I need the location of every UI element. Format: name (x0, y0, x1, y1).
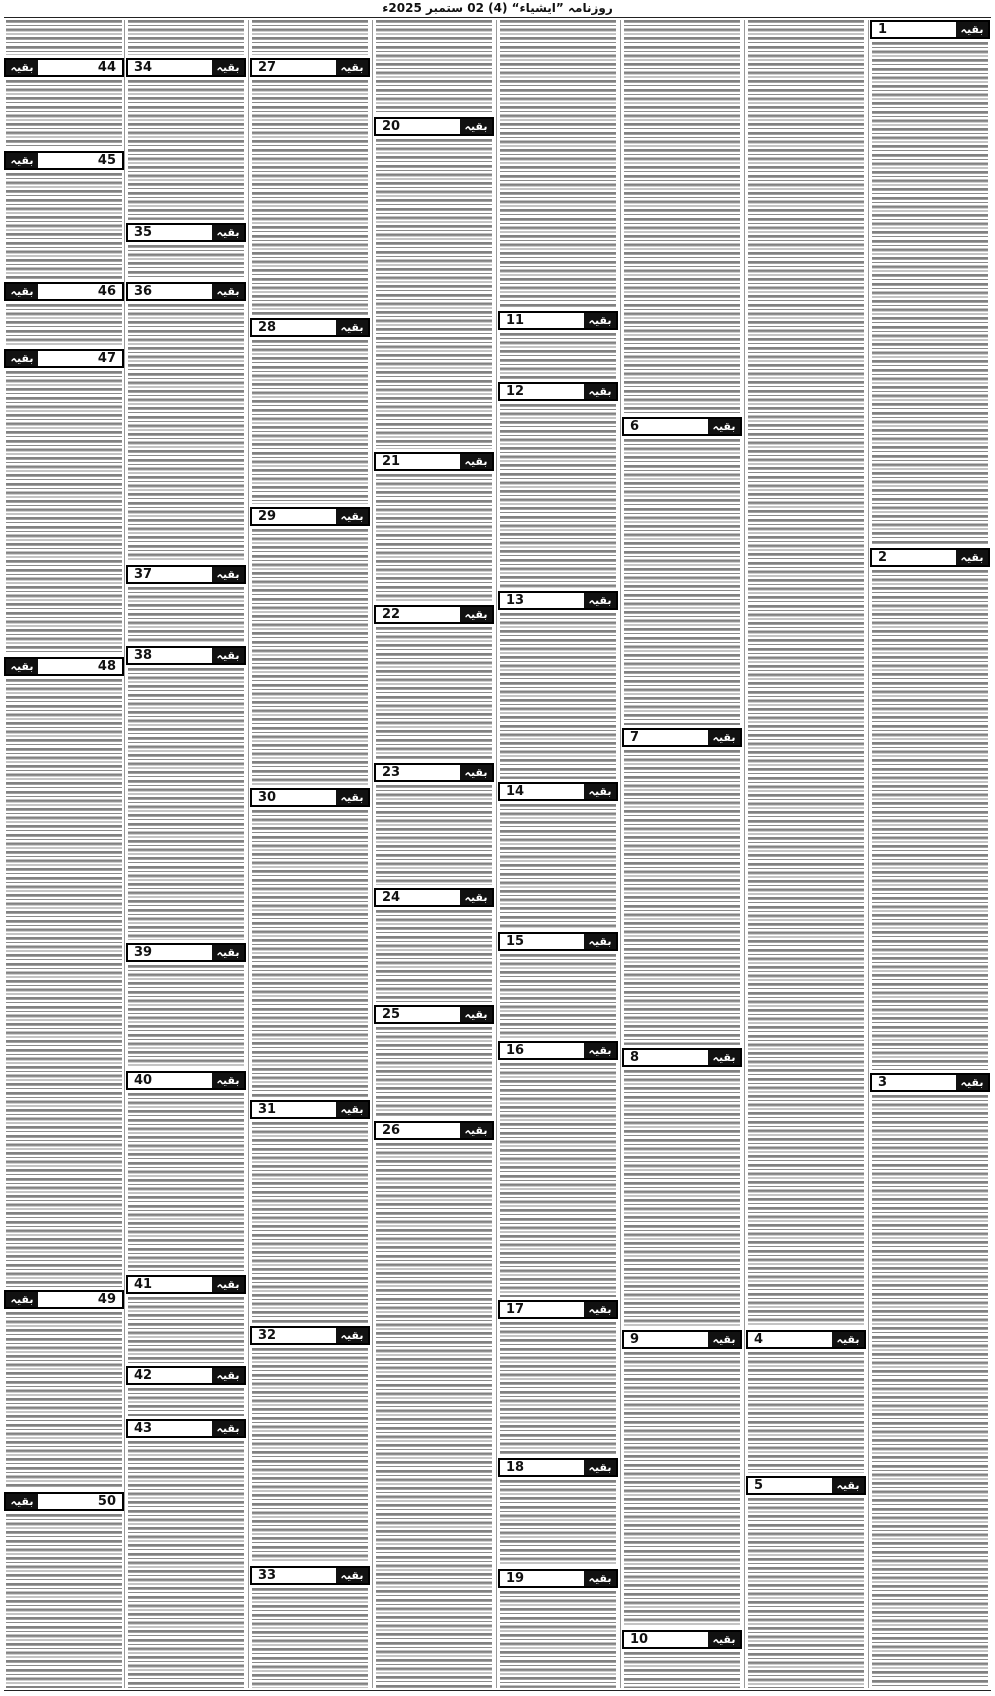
article-text (6, 20, 122, 55)
continuation-number: 36 (134, 284, 153, 299)
continuation-number: 39 (134, 945, 153, 960)
continuation-number: 42 (134, 1368, 153, 1383)
continuation-number: 46 (97, 284, 116, 299)
continuation-label: بقیہ (460, 119, 492, 134)
continuation-header-15 (498, 932, 618, 951)
continuation-label: بقیہ (6, 1292, 38, 1307)
continuation-header-45 (4, 151, 124, 170)
continuation-number: 22 (382, 607, 401, 622)
article-text (500, 1480, 616, 1566)
article-text (624, 1352, 740, 1627)
continuation-header-11 (498, 311, 618, 330)
article-text (128, 80, 244, 220)
masthead-rule (4, 17, 991, 18)
bottom-rule (4, 1690, 991, 1691)
continuation-label: بقیہ (460, 454, 492, 469)
continuation-header-42 (126, 1366, 246, 1385)
article-text (872, 1095, 988, 1688)
continuation-number: 47 (97, 351, 116, 366)
continuation-label: بقیہ (460, 607, 492, 622)
continuation-number: 5 (754, 1478, 764, 1493)
continuation-header-3 (870, 1073, 990, 1092)
article-text (748, 1352, 864, 1473)
continuation-header-14 (498, 782, 618, 801)
continuation-number: 29 (258, 509, 277, 524)
column-3 (622, 20, 742, 1688)
continuation-number: 30 (258, 790, 277, 805)
continuation-header-48 (4, 657, 124, 676)
article-text (376, 1143, 492, 1688)
continuation-header-18 (498, 1458, 618, 1477)
article-text (624, 1070, 740, 1327)
column-1 (870, 20, 990, 1688)
column-divider (868, 20, 869, 1688)
article-text (748, 20, 864, 1327)
article-text (624, 20, 740, 414)
continuation-label: بقیہ (584, 313, 616, 328)
article-text (128, 20, 244, 55)
column-2 (746, 20, 866, 1688)
continuation-header-5 (746, 1476, 866, 1495)
continuation-label: بقیہ (6, 1494, 38, 1509)
continuation-label: بقیہ (956, 1075, 988, 1090)
continuation-number: 43 (134, 1421, 153, 1436)
continuation-header-12 (498, 382, 618, 401)
column-8 (4, 20, 124, 1688)
continuation-number: 21 (382, 454, 401, 469)
continuation-number: 19 (506, 1571, 525, 1586)
continuation-label: بقیہ (212, 1368, 244, 1383)
continuation-label: بقیہ (460, 765, 492, 780)
continuation-label: بقیہ (584, 593, 616, 608)
continuation-header-10 (622, 1630, 742, 1649)
continuation-number: 13 (506, 593, 525, 608)
continuation-number: 9 (630, 1332, 640, 1347)
continuation-number: 34 (134, 60, 153, 75)
article-text (128, 304, 244, 562)
continuation-label: بقیہ (212, 945, 244, 960)
article-text (500, 20, 616, 308)
article-text (128, 1093, 244, 1272)
continuation-number: 15 (506, 934, 525, 949)
continuation-number: 38 (134, 648, 153, 663)
continuation-header-50 (4, 1492, 124, 1511)
continuation-number: 45 (97, 153, 116, 168)
continuation-label: بقیہ (212, 225, 244, 240)
continuation-label: بقیہ (336, 790, 368, 805)
continuation-number: 10 (630, 1632, 649, 1647)
continuation-header-33 (250, 1566, 370, 1585)
article-text (6, 304, 122, 346)
article-text (872, 42, 988, 545)
continuation-label: بقیہ (584, 384, 616, 399)
continuation-header-43 (126, 1419, 246, 1438)
continuation-label: بقیہ (212, 60, 244, 75)
column-4 (498, 20, 618, 1688)
article-text (252, 810, 368, 1097)
continuation-header-22 (374, 605, 494, 624)
continuation-number: 18 (506, 1460, 525, 1475)
article-text (376, 20, 492, 114)
continuation-number: 3 (878, 1075, 888, 1090)
continuation-header-8 (622, 1048, 742, 1067)
article-text (128, 668, 244, 940)
continuation-header-9 (622, 1330, 742, 1349)
continuation-header-29 (250, 507, 370, 526)
continuation-label: بقیہ (212, 1073, 244, 1088)
article-text (128, 1441, 244, 1688)
continuation-label: بقیہ (584, 1571, 616, 1586)
continuation-header-46 (4, 282, 124, 301)
article-text (128, 245, 244, 279)
continuation-label: بقیہ (708, 1632, 740, 1647)
continuation-header-39 (126, 943, 246, 962)
continuation-label: بقیہ (336, 60, 368, 75)
continuation-number: 4 (754, 1332, 764, 1347)
article-text (872, 570, 988, 1070)
continuation-label: بقیہ (584, 1460, 616, 1475)
continuation-label: بقیہ (460, 1123, 492, 1138)
continuation-number: 17 (506, 1302, 525, 1317)
continuation-label: بقیہ (6, 153, 38, 168)
continuation-header-32 (250, 1326, 370, 1345)
continuation-header-24 (374, 888, 494, 907)
continuation-number: 28 (258, 320, 277, 335)
continuation-header-47 (4, 349, 124, 368)
continuation-label: بقیہ (584, 1043, 616, 1058)
continuation-number: 1 (878, 22, 888, 37)
continuation-label: بقیہ (336, 320, 368, 335)
article-text (376, 139, 492, 449)
continuation-number: 40 (134, 1073, 153, 1088)
article-text (500, 1063, 616, 1297)
continuation-number: 44 (97, 60, 116, 75)
article-text (500, 954, 616, 1038)
article-text (128, 965, 244, 1068)
article-text (252, 1348, 368, 1563)
continuation-number: 25 (382, 1007, 401, 1022)
column-5 (374, 20, 494, 1688)
continuation-number: 32 (258, 1328, 277, 1343)
article-text (252, 529, 368, 785)
article-text (6, 1514, 122, 1688)
article-text (624, 750, 740, 1045)
article-text (128, 1388, 244, 1416)
continuation-label: بقیہ (336, 1568, 368, 1583)
continuation-number: 41 (134, 1277, 153, 1292)
continuation-header-34 (126, 58, 246, 77)
continuation-header-36 (126, 282, 246, 301)
continuation-label: بقیہ (460, 1007, 492, 1022)
continuation-number: 7 (630, 730, 640, 745)
continuation-number: 50 (97, 1494, 116, 1509)
column-6 (250, 20, 370, 1688)
continuation-header-20 (374, 117, 494, 136)
article-text (6, 80, 122, 148)
continuation-header-16 (498, 1041, 618, 1060)
continuation-header-23 (374, 763, 494, 782)
article-text (376, 1027, 492, 1118)
continuation-number: 26 (382, 1123, 401, 1138)
article-text (624, 1652, 740, 1688)
continuation-label: بقیہ (584, 1302, 616, 1317)
continuation-label: بقیہ (956, 22, 988, 37)
article-text (376, 785, 492, 885)
continuation-label: بقیہ (336, 509, 368, 524)
continuation-header-21 (374, 452, 494, 471)
continuation-label: بقیہ (212, 567, 244, 582)
continuation-number: 27 (258, 60, 277, 75)
continuation-header-13 (498, 591, 618, 610)
continuation-number: 2 (878, 550, 888, 565)
article-text (376, 910, 492, 1002)
article-text (376, 474, 492, 602)
continuation-number: 31 (258, 1102, 277, 1117)
continuation-number: 20 (382, 119, 401, 134)
continuation-label: بقیہ (956, 550, 988, 565)
continuation-number: 33 (258, 1568, 277, 1583)
continuation-header-17 (498, 1300, 618, 1319)
article-text (624, 439, 740, 725)
continuation-label: بقیہ (6, 60, 38, 75)
continuation-label: بقیہ (460, 890, 492, 905)
continuation-label: بقیہ (212, 1421, 244, 1436)
continuation-header-41 (126, 1275, 246, 1294)
article-text (500, 613, 616, 779)
continuation-number: 24 (382, 890, 401, 905)
continuation-header-27 (250, 58, 370, 77)
continuation-header-40 (126, 1071, 246, 1090)
continuation-header-30 (250, 788, 370, 807)
continuation-number: 37 (134, 567, 153, 582)
continuation-number: 49 (97, 1292, 116, 1307)
continuation-number: 23 (382, 765, 401, 780)
continuation-label: بقیہ (708, 730, 740, 745)
column-7 (126, 20, 246, 1688)
continuation-header-49 (4, 1290, 124, 1309)
continuation-label: بقیہ (336, 1102, 368, 1117)
continuation-label: بقیہ (708, 419, 740, 434)
continuation-number: 11 (506, 313, 525, 328)
continuation-label: بقیہ (6, 284, 38, 299)
continuation-label: بقیہ (708, 1332, 740, 1347)
continuation-number: 48 (97, 659, 116, 674)
article-text (252, 20, 368, 55)
column-divider (496, 20, 497, 1688)
continuation-label: بقیہ (584, 934, 616, 949)
continuation-label: بقیہ (832, 1332, 864, 1347)
continuation-header-38 (126, 646, 246, 665)
article-text (6, 371, 122, 654)
continuation-header-7 (622, 728, 742, 747)
continuation-label: بقیہ (6, 351, 38, 366)
continuation-label: بقیہ (6, 659, 38, 674)
continuation-header-2 (870, 548, 990, 567)
continuation-number: 12 (506, 384, 525, 399)
article-text (500, 1322, 616, 1455)
column-divider (620, 20, 621, 1688)
article-text (500, 1591, 616, 1688)
continuation-label: بقیہ (212, 284, 244, 299)
continuation-header-19 (498, 1569, 618, 1588)
column-divider (744, 20, 745, 1688)
continuation-label: بقیہ (336, 1328, 368, 1343)
continuation-label: بقیہ (212, 1277, 244, 1292)
article-text (252, 80, 368, 315)
continuation-header-4 (746, 1330, 866, 1349)
article-text (6, 679, 122, 1287)
continuation-header-31 (250, 1100, 370, 1119)
article-text (376, 627, 492, 760)
column-divider (124, 20, 125, 1688)
continuation-label: بقیہ (832, 1478, 864, 1493)
continuation-header-28 (250, 318, 370, 337)
continuation-header-1 (870, 20, 990, 39)
article-text (128, 587, 244, 643)
article-text (500, 333, 616, 379)
continuation-header-6 (622, 417, 742, 436)
article-text (252, 1588, 368, 1688)
article-text (252, 1122, 368, 1323)
article-text (500, 804, 616, 929)
column-divider (372, 20, 373, 1688)
continuation-header-26 (374, 1121, 494, 1140)
article-text (6, 1312, 122, 1489)
continuation-label: بقیہ (708, 1050, 740, 1065)
continuation-header-37 (126, 565, 246, 584)
article-text (252, 340, 368, 504)
article-text (500, 404, 616, 588)
article-text (128, 1297, 244, 1363)
article-text (748, 1498, 864, 1688)
continuation-label: بقیہ (212, 648, 244, 663)
continuation-header-35 (126, 223, 246, 242)
continuation-number: 8 (630, 1050, 640, 1065)
article-text (6, 173, 122, 279)
continuation-header-44 (4, 58, 124, 77)
continuation-label: بقیہ (584, 784, 616, 799)
continuation-number: 14 (506, 784, 525, 799)
continuation-number: 35 (134, 225, 153, 240)
masthead: روزنامہ ”ایشیاء“ (4) 02 ستمبر 2025ء (382, 1, 613, 15)
continuation-number: 16 (506, 1043, 525, 1058)
continuation-header-25 (374, 1005, 494, 1024)
column-divider (248, 20, 249, 1688)
continuation-number: 6 (630, 419, 640, 434)
